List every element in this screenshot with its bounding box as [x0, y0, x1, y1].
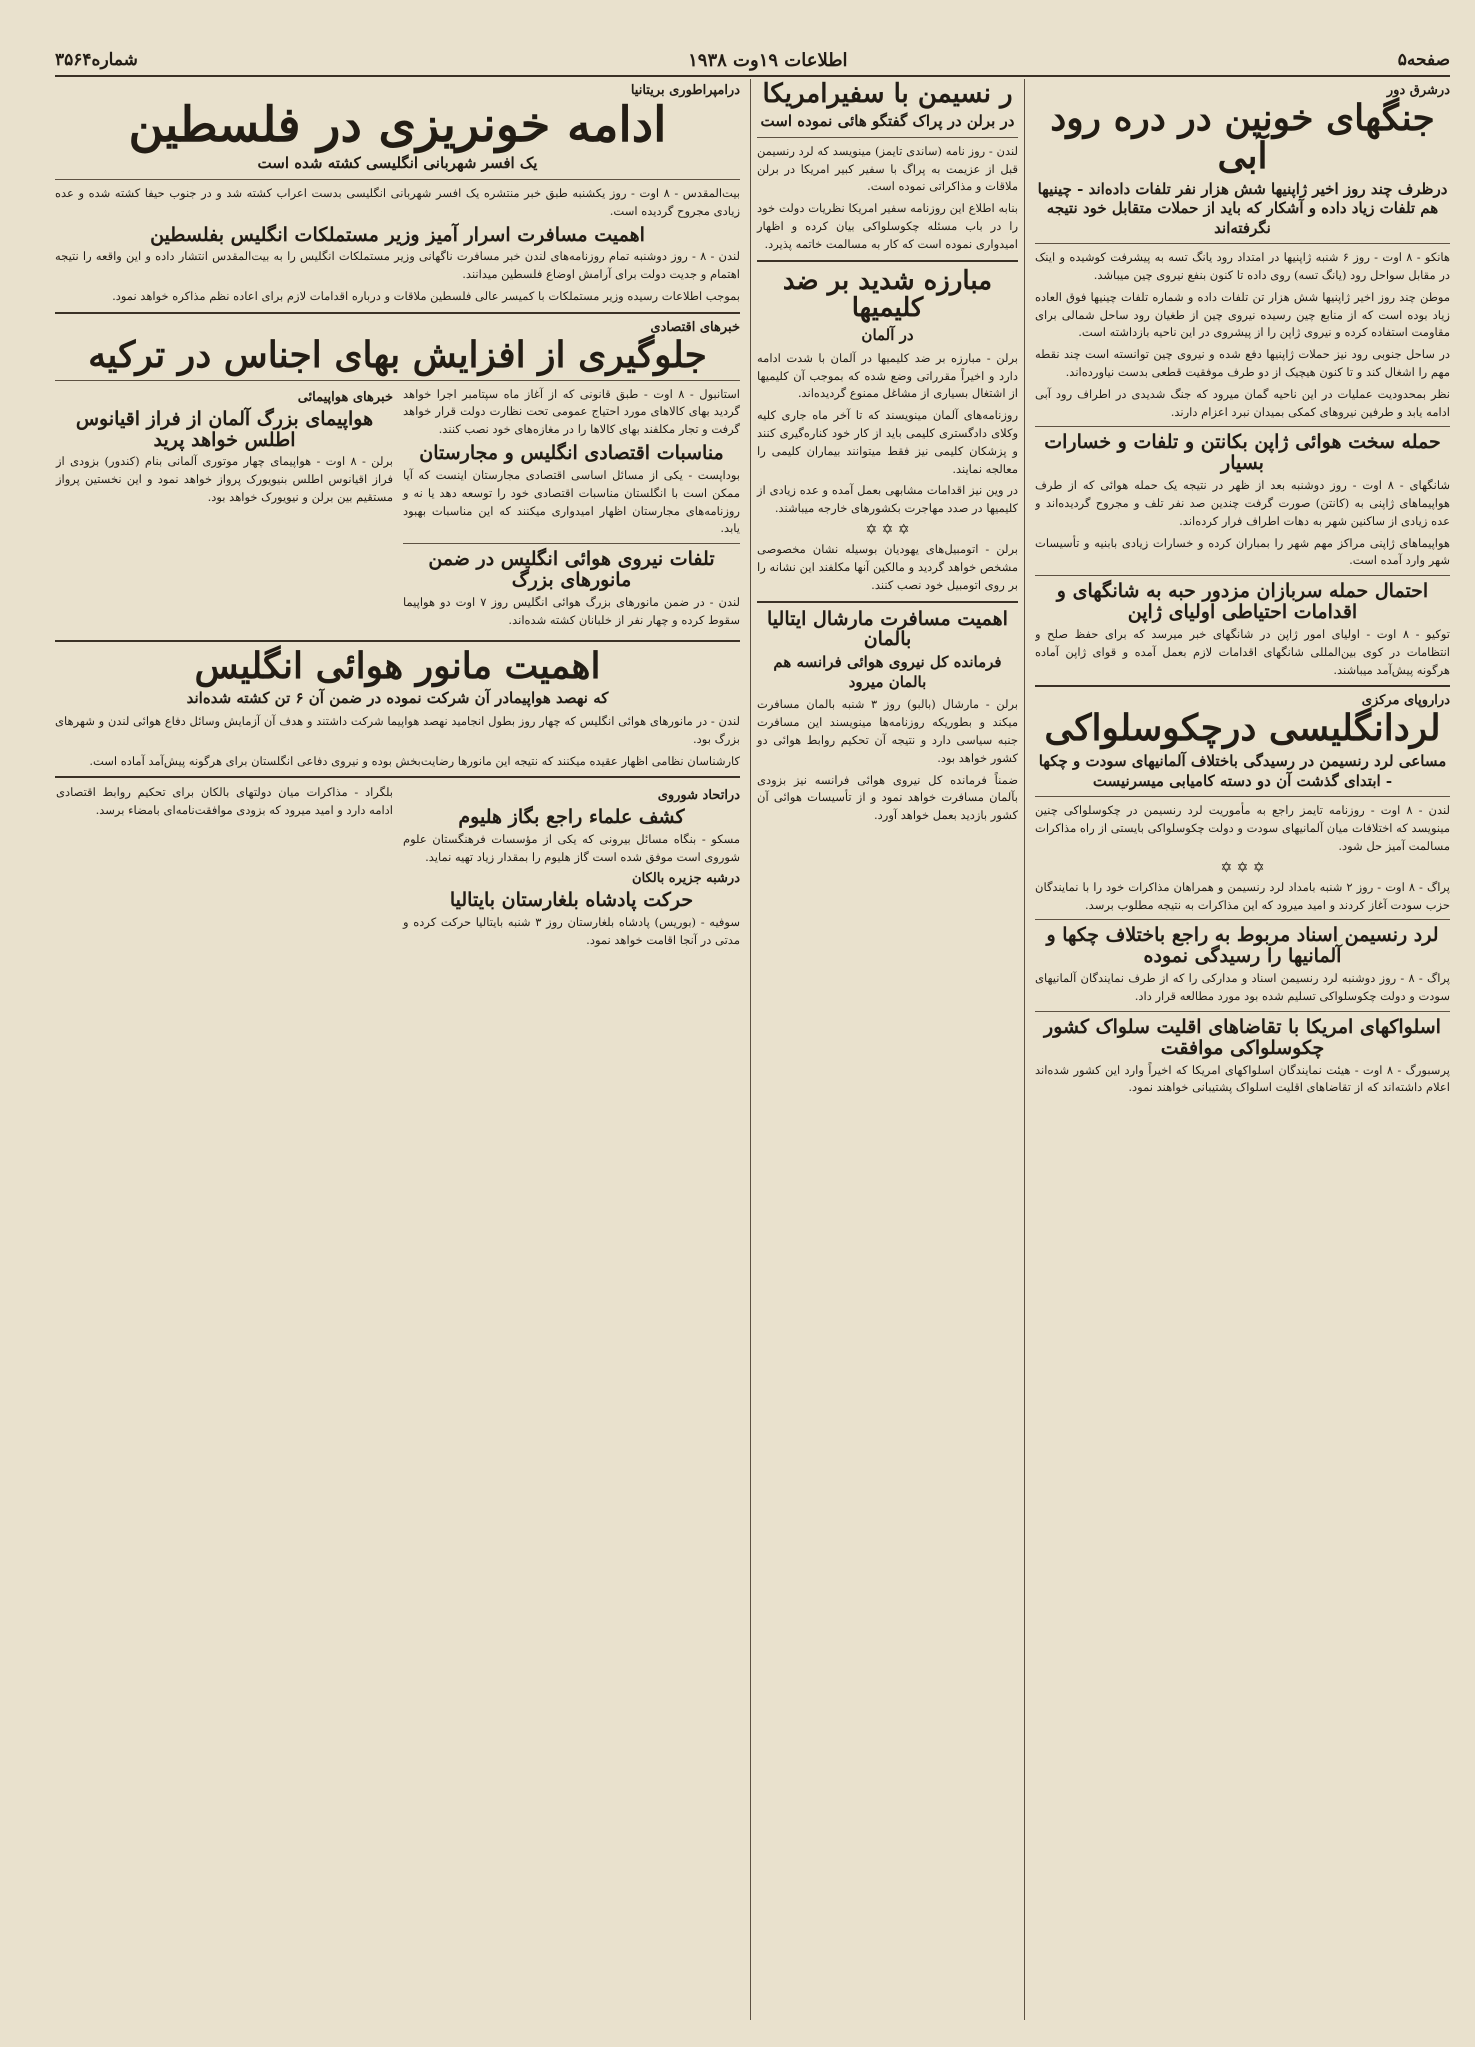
- sub-column-right: [403, 386, 740, 634]
- two-column-block-bottom: [55, 784, 740, 953]
- article-paragraph: لندن - ۸ - روز دوشنبه تمام روزنامه‌های لندن خبر مسافرت ناگهانی وزیر مستملکات انگلیس را به بیت‌المقدس انتشار داده و این واقعه را نتیجه اهتمام و جدیت دولت برای آرامش اوضاع فلسطین میدانند.: [55, 249, 740, 282]
- article-paragraph: در ساحل جنوبی رود نیز حملات ژاپنیها دفع شده و نیروی چین توانسته است چند نقطه مهم را اشغال کند و تا کنون هیچیک از دو طرف موفقیت قطعی بدست نیاورده‌اند.: [1035, 347, 1450, 379]
- article-paragraph: برلن - مبارزه بر ضد کلیمیها در آلمان با شدت ادامه دارد و اخیراً مقرراتی وضع شده که بموجب آن کلیمیها از اشتغال بسیاری از مشاغل ممنوع گردیده‌اند.: [757, 350, 1018, 401]
- section-kicker: دراتحاد شوروی: [657, 788, 740, 804]
- article-paragraph: برلن - ۸ اوت - هواپیمای چهار موتوری آلمانی بنام (کندور) بزودی از فراز اقیانوس اطلس بنیویورک پرواز خواهد نمود و این نخستین پرواز مستقیم بین برلن و نیویورک خواهد بود.: [56, 454, 393, 505]
- article-paragraph: پراگ - ۸ - روز دوشنبه لرد رنسیمن اسناد و مدارکی را که از طرف نمایندگان آلمانیهای سودت و دولت چکوسلواکی تسلیم شده بود مورد مطالعه قرار داد.: [1035, 971, 1450, 1003]
- headline-slovaks: اسلواکهای امریکا با تقاضاهای اقلیت سلواک کشور چکوسلواکی موافقت: [1044, 1015, 1441, 1059]
- section-kicker: خبرهای اقتصادی: [650, 319, 740, 335]
- article-paragraph: هواپیماهای ژاپنی مراکز مهم شهر را بمباران کرده و خسارات زیادی بابنیه و تأسیسات شهر وارد آمده است.: [1035, 535, 1450, 568]
- newspaper-page: [55, 45, 1450, 2020]
- headline-hungary: مناسبات اقتصادی انگلیس و مجارستان: [419, 442, 724, 465]
- headline-atlantic-flight: هواپیمای بزرگ آلمان از فراز اقیانوس اطلس خواهد پرید: [75, 407, 374, 451]
- headline-turkey-prices: جلوگیری از افزایش بهای اجناس در ترکیه: [88, 333, 707, 376]
- headline-shanghai: احتمال حمله سربازان مزدور حبه به شانگهای و اقدامات احتیاطی اولیای ژاپن: [1056, 580, 1429, 624]
- article-paragraph: لندن - روز نامه (ساندی تایمز) مینویسد که لرد رنسیمن قبل از عزیمت به پراگ با سفیر کبیر امریکا در برلن ملاقات و مذاکراتی نموده است.: [757, 143, 1018, 194]
- article-paragraph: برلن - مارشال (بالبو) روز ۳ شنبه بالمان مسافرت میکند و بطوریکه روزنامه‌ها مینویسند این مسافرت جنبه سیاسی دارد و نتیجه آن تحکیم روابط هوائی دو کشور خواهد بود.: [757, 697, 1019, 765]
- article-paragraph: مسکو - بنگاه مسائل بیرونی که یکی از مؤسسات فرهنگستان علوم شوروی است موفق شده است گاز هلیوم را بمقدار زیاد تهیه نماید.: [403, 832, 740, 865]
- subhead-palestine: یک افسر شهربانی انگلیسی کشته شده است: [257, 154, 538, 173]
- column-middle: [750, 79, 1025, 2020]
- section-kicker: درشبه جزیره بالکان: [632, 870, 740, 886]
- headline-czechoslovakia: لردانگلیسی درچکوسلواکی: [1044, 707, 1441, 750]
- subhead-czechoslovakia: مساعی لرد رنسیمن در رسیدگی باختلاف آلمانیهای سودت و چکها - ابتدای گذشت آن دو دسته کامیابی میسرنیست: [1038, 752, 1447, 790]
- article-paragraph: پراگ - ۸ اوت - روز ۲ شنبه بامداد لرد رنسیمن و همراهان مذاکرات خود را با نمایندگان حزب سودت آغاز کردند و امید میرود که این مذاکرات به نتیجه مطلوب برسد.: [1035, 879, 1450, 912]
- headline-campaign: مبارزه شدید بر ضد کلیمیها: [782, 265, 993, 323]
- subhead-yangtze: درظرف چند روز اخیر ژاپنیها شش هزار نفر تلفات داده‌اند - چینیها هم تلفات زیاد داده و آشکار که باید از حملات متقابل خود نتیجه نگرفته‌اند: [1037, 179, 1448, 237]
- article-paragraph: لندن - در مانورهای هوائی انگلیس که چهار روز بطول انجامید نهصد هواپیما شرکت داشتند و هدف آن آزمایش وسائل دفاع هوائی لندن و شهرهای بزرگ بود.: [55, 713, 740, 746]
- section-kicker: درامپراطوری بریتانیا: [630, 83, 740, 98]
- headline-raf-manoeuvre: اهمیت مانور هوائی انگلیس: [194, 644, 601, 687]
- column-empire: [55, 79, 740, 2020]
- sub-column-left: [56, 386, 393, 634]
- article-paragraph: در وین نیز اقدامات مشابهی بعمل آمده و عده زیادی از کلیمیها در صدد مهاجرت بکشورهای خارجه میباشند.: [757, 483, 1018, 516]
- date-line: اطلاعات ۱۹وت ۱۹۳۸: [688, 49, 848, 71]
- ornament-stars: ✡ ✡ ✡: [1220, 859, 1265, 876]
- article-paragraph: پرسبورگ - ۸ اوت - هیئت نمایندگان اسلواکهای امریکا که اخیراً وارد این کشور شده‌اند اعلام داشته‌اند که از تقاضاهای اقلیت اسلواک پشتیبانی خواهند نمود.: [1035, 1062, 1450, 1095]
- subhead-raf-manoeuvre: که نهصد هواپیمادر آن شرکت نموده در ضمن آن ۶ تن کشته شده‌اند: [186, 689, 609, 708]
- article-paragraph: بیت‌المقدس - ۸ اوت - روز یکشنبه طبق خبر منتشره یک افسر شهربانی انگلیسی بدست اعراب کشته شد و در جنوب حیفا کشته شده و عده زیادی مجروح گردیده است.: [55, 185, 740, 218]
- article-paragraph: کارشناسان نظامی اظهار عقیده میکنند که نتیجه این مانورها رضایت‌بخش بوده و نیروی دفاعی انگلستان برای هرگونه پیش‌آمد آماده است.: [89, 753, 740, 768]
- two-column-block: [55, 386, 740, 634]
- article-paragraph: نظر بمحدودیت عملیات در این ناحیه گمان میرود که جنگ شدیدی در اطراف رود آبی ادامه یابد و طرفین نیروهای کمکی بمیدان نبرد اعزام دارند.: [1035, 386, 1450, 419]
- column-far-east: [1035, 79, 1450, 2020]
- headline-raf-losses: تلفات نیروی هوائی انگلیس در ضمن مانورهای بزرگ: [428, 548, 715, 592]
- article-paragraph: لندن - ۸ اوت - روزنامه تایمز راجع به مأموریت لرد رنسیمن در چکوسلواکی چنین مینویسد که اختلافات میان آلمانیهای سودت و دولت چکوسلواکی بایستی از راه مذاکرات مسالمت آمیز حل شود.: [1035, 803, 1450, 853]
- article-paragraph: بلگراد - مذاکرات میان دولتهای بالکان برای تحکیم روابط اقتصادی ادامه دارد و امید میرود که بزودی موافقت‌نامه‌ای بامضاء برسد.: [56, 785, 393, 818]
- article-paragraph: ضمناً فرمانده کل نیروی هوائی فرانسه نیز بزودی بآلمان مسافرت خواهد نمود و از تأسیسات هوائی آن کشور بازدید بعمل خواهد آورد.: [757, 772, 1018, 823]
- section-kicker: خبرهای هواپیمائی: [297, 389, 393, 405]
- article-paragraph: سوفیه - (بوریس) پادشاه بلغارستان روز ۳ شنبه بایتالیا حرکت کرده و مدتی در آنجا اقامت خواهد نمود.: [403, 914, 740, 947]
- headline-marshal-visit: اهمیت مسافرت مارشال ایتالیا بالمان: [767, 607, 1008, 651]
- headline-canton-raid: حمله سخت هوائی ژاپن بکانتن و تلفات و خسارات بسیار: [1044, 431, 1441, 475]
- article-paragraph: بنابه اطلاع این روزنامه سفیر امریکا نظریات دولت خود را در باب مسئله چکوسلواکی بیان کرده و اظهار امیدواری نموده است که کار به مسالمت خاتمه پذیرد.: [757, 201, 1018, 251]
- subhead-marshal-visit: فرمانده کل نیروی هوائی فرانسه هم بالمان میرود: [773, 653, 1002, 691]
- sub-column-balkans: [56, 784, 393, 953]
- headline-runciman-ambassador: ر نسیمن با سفیرامریکا: [762, 79, 1013, 109]
- section-kicker: درشرق دور: [1386, 83, 1450, 98]
- article-paragraph: روزنامه‌های آلمان مینویسند که تا آخر ماه جاری کلیه وکلای دادگستری کلیمی باید از کار خود کناره‌گیری کنند و پزشکان کلیمی نیز فقط میتوانند بیماران کلیمی را معالجه نمایند.: [757, 408, 1018, 476]
- ornament-stars: ✡ ✡ ✡: [865, 522, 910, 539]
- article-paragraph: شانگهای - ۸ اوت - روز دوشنبه بعد از ظهر در نتیجه یک حمله هوائی که از طرف هواپیماهای ژاپنی به (کانتن) صورت گرفت چندین صد نفر تلف و مجروح گردیده‌اند و عده زیادی از ساکنین شهر به دهات اطراف فرار کرده‌اند.: [1035, 478, 1450, 528]
- article-paragraph: بوداپست - یکی از مسائل اساسی اقتصادی مجارستان اینست که آیا ممکن است با انگلستان مناسبات اقتصادی خود را توسعه دهد یا نه و روزنامه‌های مجارستان اظهار امیدواری میکنند که این مناسبات بهبود یابد.: [403, 467, 740, 536]
- article-paragraph: بموجب اطلاعات رسیده وزیر مستملکات با کمیسر عالی فلسطین ملاقات و درباره اقدامات لازم برای اعاده نظم مذاکره خواهد نمود.: [112, 289, 740, 304]
- page-label: صفحه۵: [1397, 50, 1450, 70]
- headline-colonial-secretary: اهمیت مسافرت اسرار آمیز وزیر مستملکات انگلیس بفلسطین: [150, 223, 645, 246]
- masthead: [55, 45, 1450, 77]
- article-paragraph: استانبول - ۸ اوت - طبق قانونی که از آغاز ماه سپتامبر اجرا خواهد گردید بهای کالاهای مورد احتیاج عمومی تحت نظارت دولت قرار خواهد گرفت و تجار مکلفند بهای کالاها را در مغازه‌های خود نصب کنند.: [403, 386, 740, 437]
- subhead-runciman-ambassador: در برلن در پراک گفتگو هائی نموده است: [760, 112, 1015, 131]
- section-kicker: دراروپای مرکزی: [1361, 693, 1450, 709]
- article-paragraph: موطن چند روز اخیر ژاپنیها شش هزار تن تلفات داده و شماره تلفات چینیها فوق العاده زیاد بوده است که از منابع چین رسیده نیروی چین از طغیان رود ساحل شمالی برای مقاومت استفاده کرده و نیروی ژاپن را از پیشروی در این ناحیه بازداشته است.: [1035, 289, 1450, 340]
- article-paragraph: توکیو - ۸ اوت - اولیای امور ژاپن در شانگهای خبر میرسد که برای حفظ صلح و انتظامات در کوی بین‌المللی شانگهای اقدامات لازم بعمل آمده و قوای ژاپن آماده هرگونه پیش‌آمد میباشند.: [1035, 627, 1450, 677]
- article-paragraph: برلن - اتومبیل‌های یهودیان بوسیله نشان مخصوصی مشخص خواهد گردید و مالکین آنها مکلفند این نشانه را بر روی اتومبیل خود نصب کنند.: [757, 542, 1018, 592]
- columns: [55, 79, 1450, 2020]
- article-paragraph: لندن - در ضمن مانورهای بزرگ هوائی انگلیس روز ۷ اوت دو هواپیما سقوط کرده و چهار نفر از خلبانان کشته شده‌اند.: [403, 595, 740, 627]
- issue-number: شماره۳۵۶۴: [55, 50, 138, 70]
- headline-bulgarian-king: حرکت پادشاه بلغارستان بایتالیا: [449, 888, 694, 911]
- headline-palestine: ادامه خونریزی در فلسطین: [128, 97, 667, 153]
- article-paragraph: هانکو - ۸ اوت - روز ۶ شنبه ژاپنیها در امتداد رود یانگ تسه به پیشرفت کوشیده و اینک در مقابل سواحل رود (یانگ تسه) روی داده تا کنون بنفع نیروی چین میباشد.: [1035, 250, 1450, 282]
- headline-runciman-documents: لرد رنسیمن اسناد مربوط به راجع باختلاف چکها و آلمانیها را رسیدگی نموده: [1046, 924, 1439, 968]
- sub-column-soviet: [403, 784, 740, 953]
- headline-yangtze: جنگهای خونین در دره رود آبی: [1050, 97, 1435, 177]
- subhead-campaign: در آلمان: [861, 326, 914, 345]
- headline-helium: کشف علماء راجع بگاز هلیوم: [458, 806, 685, 829]
